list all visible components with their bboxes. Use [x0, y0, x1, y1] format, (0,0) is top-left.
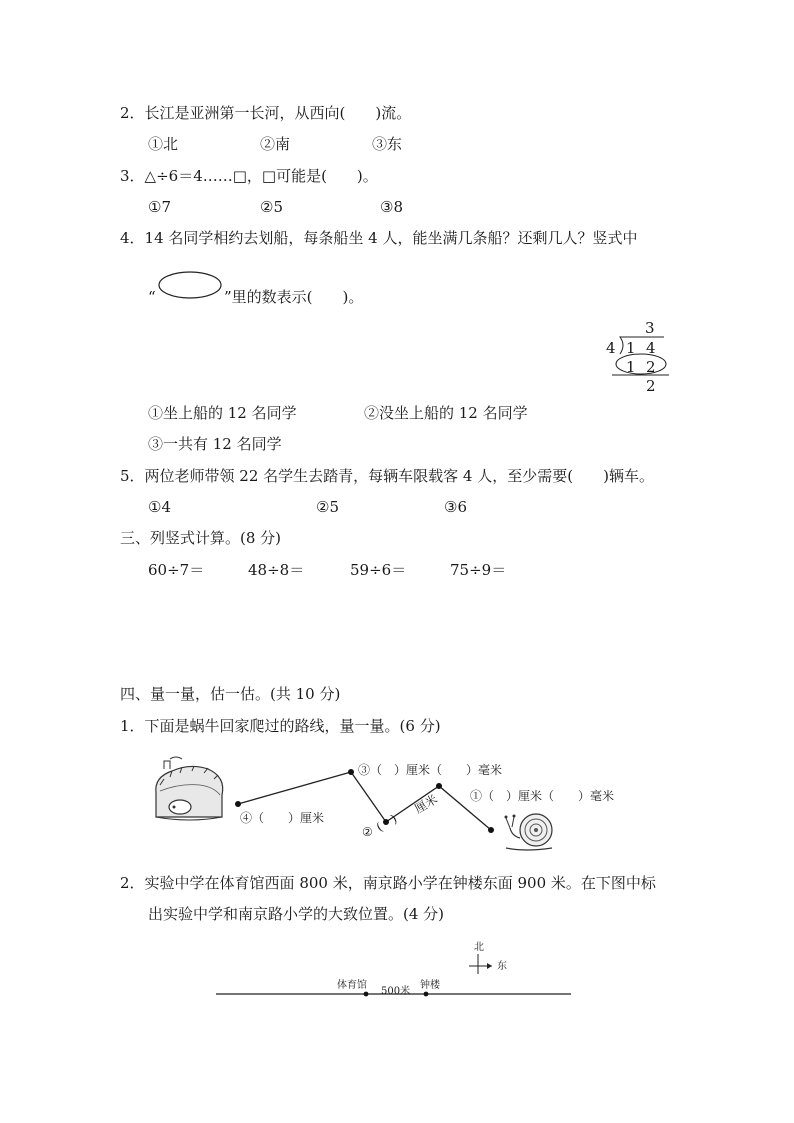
division-divisor: 4 — [606, 339, 616, 357]
division-product-ones: 2 — [646, 358, 656, 376]
snail-icon — [502, 808, 556, 852]
calc-item-1: 60÷7＝ — [148, 561, 205, 579]
division-dividend-ones: 4 — [646, 339, 656, 357]
division-quotient: 3 — [645, 319, 655, 337]
q4-quote-open: “ — [148, 288, 156, 306]
route-label-seg1: ①（ ）厘米（ ）毫米 — [470, 789, 615, 803]
q5-stem: 5．两位老师带领 22 名学生去踏青，每辆车限载客 4 人，至少需要( )辆车。 — [120, 467, 654, 485]
route-label-seg3: ③（ ）厘米（ ）毫米 — [358, 763, 503, 777]
q4-option-3: ③一共有 12 名同学 — [148, 435, 282, 453]
q4-stem-line1: 4．14 名同学相约去划船，每条船坐 4 人，能坐满几条船？还剩几人？竖式中 — [120, 229, 638, 247]
division-oval-icon — [612, 352, 672, 378]
section4-q2-stem-line1: 2．实验中学在体育馆西面 800 米，南京路小学在钟楼东面 900 米。在下图中标 — [120, 874, 656, 892]
oval-placeholder-icon — [158, 271, 222, 301]
q3-option-1: ①7 — [148, 198, 171, 216]
q2-option-2: ②南 — [260, 135, 291, 153]
q3-stem: 3．△÷6＝4……□，□可能是( )。 — [120, 167, 378, 185]
calc-item-4: 75÷9＝ — [450, 561, 507, 579]
q4-stem-line2: ”里的数表示( )。 — [224, 288, 364, 306]
q2-option-3: ③东 — [372, 135, 403, 153]
q5-option-3: ③6 — [444, 498, 467, 516]
q5-option-1: ①4 — [148, 498, 171, 516]
division-product-tens: 1 — [626, 358, 636, 376]
section4-q1-stem: 1．下面是蜗牛回家爬过的路线，量一量。(6 分) — [120, 717, 441, 735]
compass-east-label: 东 — [497, 961, 507, 972]
division-dividend-tens: 1 — [626, 339, 636, 357]
route-label-seg2-num: ② — [362, 825, 373, 839]
route-label-seg4: ④（ ）厘米 — [240, 811, 325, 825]
section4-q2-stem-line2: 出实验中学和南京路小学的大致位置。(4 分) — [148, 905, 445, 923]
section4-title: 四、量一量，估一估。(共 10 分) — [120, 685, 341, 703]
compass-north-label: 北 — [474, 942, 484, 953]
calc-item-3: 59÷6＝ — [350, 561, 407, 579]
q2-option-1: ①北 — [148, 135, 179, 153]
route-label-seg2-unit: 厘米 — [412, 791, 440, 817]
house-icon — [150, 755, 230, 823]
route-label-seg2-paren: ( ) — [373, 811, 400, 835]
q3-option-2: ②5 — [260, 198, 283, 216]
q2-stem: 2．长江是亚洲第一长河，从西向( )流。 — [120, 104, 412, 122]
calc-item-2: 48÷8＝ — [248, 561, 305, 579]
division-remainder: 2 — [646, 377, 656, 395]
q5-option-2: ②5 — [316, 498, 339, 516]
map-bell-tower-label: 钟楼 — [420, 980, 440, 991]
q3-option-3: ③8 — [380, 198, 403, 216]
map-gym-label: 体育馆 — [337, 980, 367, 991]
map-distance-label: 500米 — [381, 986, 411, 997]
section3-title: 三、列竖式计算。(8 分) — [120, 529, 282, 547]
q4-option-2: ②没坐上船的 12 名同学 — [364, 404, 528, 422]
q4-option-1: ①坐上船的 12 名同学 — [148, 404, 297, 422]
